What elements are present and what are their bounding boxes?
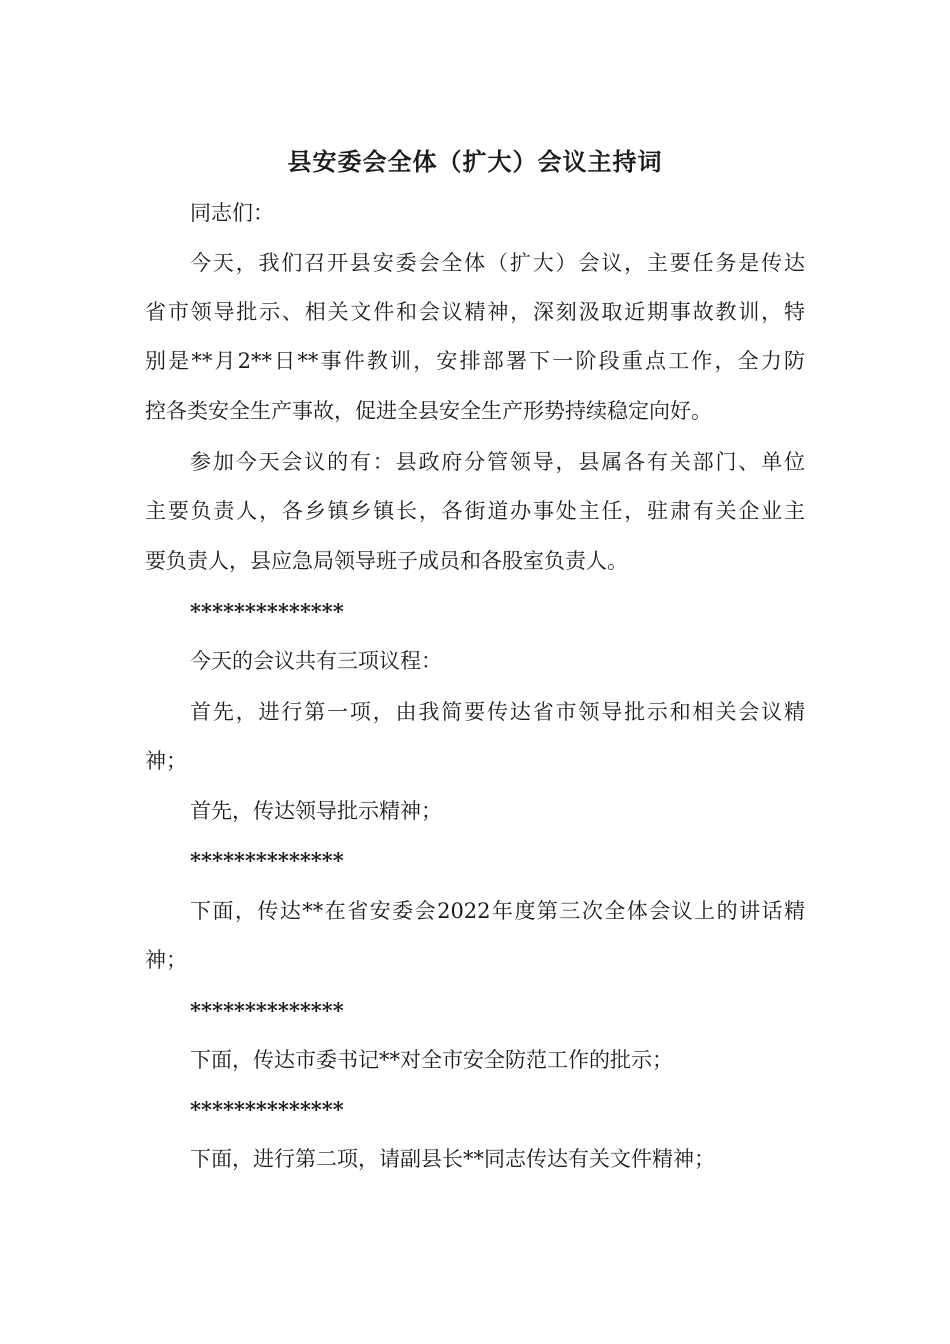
paragraph-line: 首先，传达领导批示精神； bbox=[190, 799, 442, 823]
paragraph-line: 控各类安全生产事故，促进全县安全生产形势持续稳定向好。 bbox=[145, 399, 712, 423]
paragraph-line: 省市领导批示、相关文件和会议精神，深刻汲取近期事故教训，特 bbox=[145, 300, 805, 324]
paragraph-line: 下面，进行第二项，请副县长**同志传达有关文件精神； bbox=[190, 1147, 715, 1171]
document-title: 县安委会全体（扩大）会议主持词 bbox=[287, 147, 663, 176]
paragraph-line: 主要负责人，各乡镇乡镇长，各街道办事处主任，驻肃有关企业主 bbox=[145, 499, 805, 523]
paragraph-line: 神； bbox=[145, 948, 187, 972]
paragraph-line: 今天的会议共有三项议程： bbox=[190, 649, 442, 673]
salutation: 同志们： bbox=[190, 201, 274, 225]
paragraph-line: 首先，进行第一项，由我简要传达省市领导批示和相关会议精 bbox=[190, 700, 805, 724]
asterisk-separator: ************** bbox=[190, 848, 344, 873]
paragraph-line: 参加今天会议的有：县政府分管领导，县属各有关部门、单位 bbox=[190, 450, 805, 474]
paragraph-line: 别是**月2**日**事件教训，安排部署下一阶段重点工作，全力防 bbox=[145, 349, 805, 373]
asterisk-separator: ************** bbox=[190, 599, 344, 624]
asterisk-separator: ************** bbox=[190, 1097, 344, 1122]
asterisk-separator: ************** bbox=[190, 998, 344, 1023]
paragraph-line: 神； bbox=[145, 749, 187, 773]
paragraph-line: 下面，传达**在省安委会2022年度第三次全体会议上的讲话精 bbox=[190, 899, 805, 923]
paragraph-line: 今天，我们召开县安委会全体（扩大）会议，主要任务是传达 bbox=[190, 251, 805, 275]
paragraph-line: 要负责人，县应急局领导班子成员和各股室负责人。 bbox=[145, 549, 628, 573]
paragraph-line: 下面，传达市委书记**对全市安全防范工作的批示； bbox=[190, 1048, 673, 1072]
